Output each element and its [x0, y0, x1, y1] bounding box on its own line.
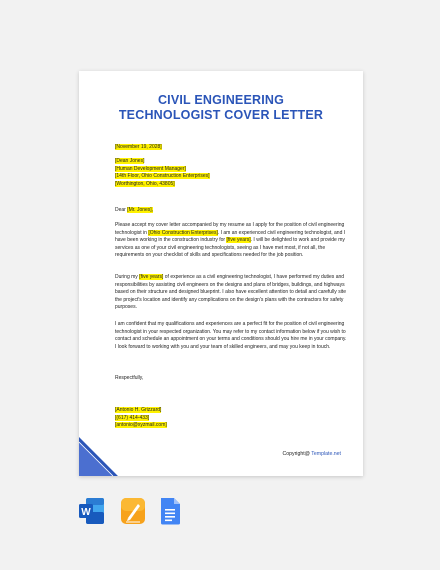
letter-page [79, 71, 363, 476]
signature-phone: [(617) 414-433] [115, 414, 150, 421]
body2-text-b: of experience as a civil engineering technologist, I have performed my duties and responsibilities by assisting civil engineers on the designs and plans of bridges, buildings, and highways based on their structure and designed blueprint. I also have excellent attention to detail and carefully site the project's location and identify any complications on the design's plans with the contractors for safety purposes. [115, 274, 346, 311]
closing: Respectfully, [115, 375, 144, 381]
word-icon[interactable] [78, 496, 106, 526]
signature-email: [antonio@xyzmail.com] [115, 422, 167, 429]
salutation-prefix: Dear [115, 207, 128, 213]
body1-text-c: . I will be delighted to work and provide my services as one of your civil engineering technologists, seeing as I have met most, if not all, the requirements on your checklist of skills and specifications needed for the job position. [115, 237, 345, 259]
recipient-position: [Human Development Manager] [115, 165, 186, 172]
salutation [115, 207, 347, 215]
body1-text-a: Please accept my cover letter accompanied by my resume as I apply for the position of civil engineering technologist in [115, 222, 345, 236]
recipient-name: [Dean Jones] [115, 158, 145, 164]
letter-date [115, 144, 347, 152]
body-paragraph-3: I am confident that my qualifications and experiences are a perfect fit for the position of civil engineering technologist in your respected organization. You may refer to my contact information below if you wish to contact and schedule an appointment on your terms and conditions should you hire me in your company. I look forward to working with you and your team of skilled engineers, and may you keep in touch. [115, 321, 347, 350]
title-line-2: TECHNOLOGIST COVER LETTER [118, 108, 324, 122]
recipient-address-2: [Worthington, Ohio, 43805] [115, 180, 175, 187]
file-format-icons [78, 496, 188, 526]
body2-years: [five years] [139, 274, 164, 280]
recipient-block [115, 158, 347, 188]
date-value: [November 19, 2028] [115, 144, 162, 150]
body1-years: [five years] [226, 237, 251, 244]
body-paragraph-2 [115, 274, 347, 312]
body2-text-a: During my [115, 274, 140, 280]
google-docs-icon[interactable] [158, 496, 182, 526]
body1-company: [Ohio Construction Enterprises] [148, 229, 218, 236]
copyright-label: Copyright@ [282, 451, 312, 457]
signature-block [115, 407, 347, 430]
body1-text-b: . I am an experienced civil engineering technologist, and I have been working in the construction industry for [115, 229, 346, 244]
signature-name: [Antonio H. Grizzard] [115, 407, 162, 413]
title-line-1: CIVIL ENGINEERING [157, 93, 285, 107]
recipient-address-1: [14th Floor, Ohio Construction Enterprises] [115, 173, 210, 180]
svg-text:W: W [81, 507, 91, 518]
pages-icon[interactable] [119, 496, 147, 526]
corner-decoration [79, 436, 129, 476]
copyright-notice [282, 451, 341, 457]
body-paragraph-1 [115, 222, 347, 260]
copyright-site: Template.net [311, 451, 341, 457]
salutation-name: [Mr. Jones], [127, 207, 154, 213]
